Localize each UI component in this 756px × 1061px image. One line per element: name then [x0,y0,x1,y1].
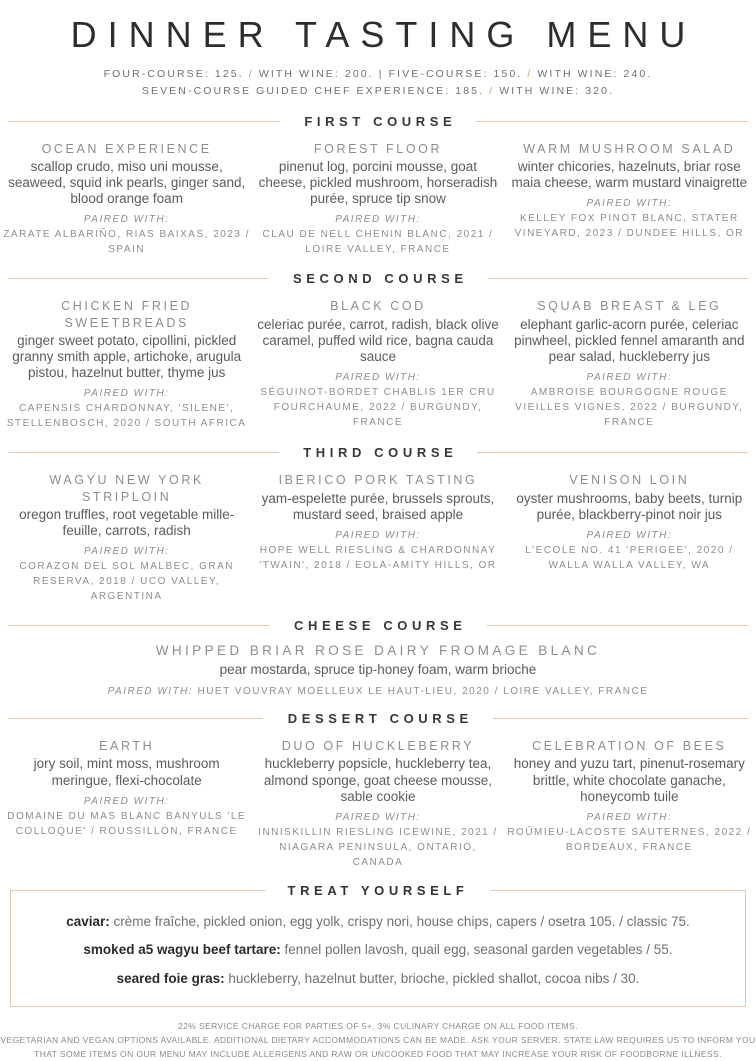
paired-with-label: PAIRED WITH: [83,546,170,558]
treat-item-tartare [19,936,737,964]
paired-with-label: PAIRED WITH: [83,795,170,807]
course-header [8,271,748,286]
treat-item-text: fennel pollen lavosh, quail egg, seasonal garden vegetables / 55. [284,942,673,958]
wine-pairing: CLAU DE NELL CHENIN BLANC, 2021 / LOIRE VALLEY, FRANCE [262,229,494,256]
dish-description: pear mostarda, spruce tip-honey foam, warm brioche [219,661,537,677]
divider-line [487,625,748,626]
treat-item-caviar [19,908,737,936]
dish-description: pinenut log, porcini mousse, goat cheese, pickled mushroom, horseradish purée, spruce tip snow [258,158,498,207]
dish-name: WAGYU NEW YORK STRIPLOIN [49,473,204,504]
dish-card [3,735,250,870]
dish-description: elephant garlic-acorn purée, celeriac pinwheel, pickled fennel amaranth and pear salad, huckleberry jus [514,316,745,365]
dish-card [3,295,250,431]
treat-yourself-box [10,882,746,1007]
pricing-line-2: SEVEN-COURSE GUIDED CHEF EXPERIENCE: 185. / WITH WINE: 320. [141,84,615,97]
treat-item-text: crème fraîche, pickled onion, egg yolk, crispy nori, house chips, capers / osetra 105. / classic 75. [113,913,690,929]
dish-description: oyster mushrooms, baby beets, turnip purée, blackberry-pinot noir jus [516,490,743,522]
dish-name: CHICKEN FRIED SWEETBREADS [61,299,193,330]
dish-card [254,735,501,870]
paired-with-label: PAIRED WITH: [107,686,194,698]
dish-description: jory soil, mint moss, mushroom meringue, flexi-chocolate [33,756,220,788]
course-section-second [0,271,756,431]
course-title: FIRST COURSE [304,113,457,129]
dish-description: huckleberry popsicle, huckleberry tea, almond sponge, goat cheese mousse, sable cookie [263,756,493,804]
dish-name: WARM MUSHROOM SALAD [523,141,736,156]
dish-name: SQUAB BREAST & LEG [537,299,722,314]
dish-card [506,735,753,870]
divider-line [488,278,748,279]
dish-card [3,138,250,258]
divider-line [8,452,279,453]
treat-item-foie-gras [19,965,737,993]
dish-card [254,469,501,604]
wine-pairing: HOPE WELL RIESLING & CHARDONNAY 'TWAIN', 2018 / EOLA-AMITY HILLS, OR [259,545,497,572]
dish-name: WHIPPED BRIAR ROSE DAIRY FROMAGE BLANC [155,643,601,659]
wine-pairing: CAPENSIS CHARDONNAY, 'SILENE', STELLENBOSCH, 2020 / SOUTH AFRICA [6,403,247,430]
course-dishes [0,735,756,870]
course-header [8,711,748,726]
wine-pairing: L'ECOLE NO. 41 'PERIGEE', 2020 / WALLA WALLA VALLEY, WA [525,545,734,572]
divider-line [493,718,748,719]
paired-with-label: PAIRED WITH: [586,198,673,210]
dish-card [506,295,753,431]
course-title: DESSERT COURSE [287,711,473,727]
course-title: THIRD COURSE [303,445,458,461]
dish-description: honey and yuzu tart, pinenut-rosemary brittle, white chocolate ganache, honeycomb tuile [513,756,745,804]
divider-line [8,278,268,279]
footer-line-1: 22% SERVICE CHARGE FOR PARTIES OF 5+. 3% CULINARY CHARGE ON ALL FOOD ITEMS. [178,1020,578,1031]
wine-pairing: INNISKILLIN RIESLING ICEWINE, 2021 / NIAGARA PENINSULA, ONTARIO, CANADA [258,826,498,868]
divider-line [8,121,280,122]
dish-name: BLACK COD [330,299,426,314]
dish-name: OCEAN EXPERIENCE [41,141,212,156]
dish-name: CELEBRATION OF BEES [532,739,727,754]
page-title: DINNER TASTING MENU [70,14,697,55]
course-dishes [0,138,756,258]
dish-description: yam-espelette purée, brussels sprouts, mustard seed, braised apple [261,490,495,522]
course-section-third [0,445,756,604]
course-header [8,618,748,633]
paired-with-label: PAIRED WITH: [335,811,421,823]
divider-line [8,718,263,719]
course-dishes [0,295,756,431]
dish-description: scallop crudo, miso uni mousse, seaweed, squid ink pearls, ginger sand, blood orange foam [8,158,246,207]
dish-card [3,469,250,604]
footer-disclaimer [0,1019,756,1061]
dish-name: EARTH [99,739,155,754]
paired-with-label: PAIRED WITH: [335,372,421,384]
paired-with-label: PAIRED WITH: [83,388,170,400]
paired-with-label: PAIRED WITH: [335,214,421,226]
dish-name: IBERICO PORK TASTING [278,473,478,488]
footer-line-3: THAT SOME ITEMS ON OUR MENU MAY INCLUDE ALLERGENS AND RAW OR UNCOOKED FOOD THAT MAY INCREASE YOUR RISK OF FOODBORNE ILLNESS. [34,1048,722,1059]
dish-card [254,295,501,431]
dish-description: oregon truffles, root vegetable mille-feuille, carrots, radish [19,506,235,539]
treat-item-label: seared foie gras: [116,970,225,986]
wine-pairing [8,686,748,697]
treat-item-label: caviar: [66,913,110,929]
paired-with-label: PAIRED WITH: [586,372,673,384]
dish-card [254,138,501,258]
wine-pairing: AMBROISE BOURGOGNE ROUGE VIEILLES VIGNES, 2022 / BURGUNDY, FRANCE [515,387,744,429]
dish-description: winter chicories, hazelnuts, briar rose maia cheese, warm mustard vinaigrette [511,158,748,191]
dish-name: FOREST FLOOR [313,141,443,156]
course-section-dessert [0,711,756,870]
treat-item-text: huckleberry, hazelnut butter, brioche, pickled shallot, cocoa nibs / 30. [228,970,640,986]
wine-pairing: DOMAINE DU MAS BLANC BANYULS 'LE COLLOQUE' / ROUSSILLON, FRANCE [7,810,247,837]
dish-card [506,138,753,258]
paired-with-label: PAIRED WITH: [586,530,673,542]
course-dishes [0,469,756,604]
wine-pairing: KELLEY FOX PINOT BLANC, STATER VINEYARD, 2023 / DUNDEE HILLS, OR [514,213,744,240]
course-header [8,445,748,460]
course-section-cheese [0,618,756,697]
course-title: CHEESE COURSE [294,618,467,634]
pricing-line-1: FOUR-COURSE: 125. / WITH WINE: 200. | FIVE-COURSE: 150. / WITH WINE: 240. [103,68,653,80]
dish-card [0,642,756,697]
divider-line [477,452,748,453]
course-section-first [0,114,756,258]
wine-pairing: ZARATE ALBARIÑO, RIAS BAIXAS, 2023 / SPAIN [3,229,250,256]
paired-with-label: PAIRED WITH: [586,811,673,823]
dish-name: VENISON LOIN [569,473,690,488]
footer-line-2: VEGETARIAN AND VEGAN OPTIONS AVAILABLE. ADDITIONAL DIETARY ACCOMMODATIONS CAN BE MADE. ASK YOUR SERVER. STATE LAW REQUIRES US TO INFORM YOU [0,1034,756,1045]
treat-item-label: smoked a5 wagyu beef tartare: [83,942,281,958]
divider-line [476,121,748,122]
wine-pairing: ROÛMIEU-LACOSTE SAUTERNES, 2022 / BORDEAUX, FRANCE [507,826,752,853]
wine-pairing: CORAZON DEL SOL MALBEC, GRAN RESERVA, 2018 / UCO VALLEY, ARGENTINA [19,561,234,603]
dish-description: ginger sweet potato, cipollini, pickled granny smith apple, artichoke, arugula pistou, hazelnut butter, thyme jus [12,332,242,381]
wine-pairing-text: HUET VOUVRAY MOELLEUX LE HAUT-LIEU, 2020 / LOIRE VALLEY, FRANCE [197,686,649,698]
dish-name: DUO OF HUCKLEBERRY [281,739,475,754]
paired-with-label: PAIRED WITH: [335,530,421,542]
paired-with-label: PAIRED WITH: [83,214,170,226]
course-title: SECOND COURSE [292,271,468,287]
wine-pairing: SÉGUINOT-BORDET CHABLIS 1ER CRU FOURCHAUME, 2022 / BURGUNDY, FRANCE [260,387,496,429]
course-header [8,114,748,129]
dish-description: celeriac purée, carrot, radish, black olive caramel, puffed wild rice, bagna cauda sauce [257,316,499,365]
divider-line [8,625,269,626]
dish-card [506,469,753,604]
treat-yourself-title: TREAT YOURSELF [266,883,491,898]
